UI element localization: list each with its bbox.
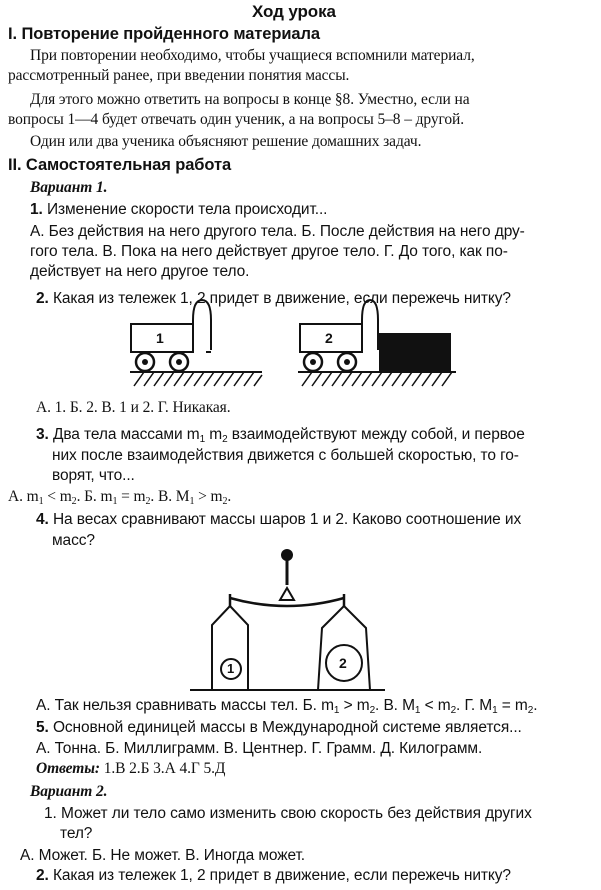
v1-q2-answers: А. 1. Б. 2. В. 1 и 2. Г. Никакая. [36, 399, 231, 416]
cart-2-label: 2 [325, 330, 333, 346]
section-2-heading: II. Самостоятельная работа [8, 156, 232, 174]
v1-q2-text: Какая из тележек 1, 2 придет в движение, если пережечь нитку? [52, 290, 511, 307]
v1-q4-number: 4. [36, 511, 49, 528]
scale-knob [281, 549, 293, 561]
section-1-p2-line1: Для этого можно ответить на вопросы в конце §8. Уместно, если на [30, 91, 470, 108]
v1-q1-answer-line1: А. Без действия на него другого тела. Б. После действия на него дру- [30, 223, 525, 240]
variant-1-label: Вариант 1. [30, 179, 108, 196]
v1-q3-text-b: m [205, 426, 223, 443]
v1-q3-text-a: Два тела массами m [52, 426, 200, 443]
v1-answers-value: 1.В 2.Б 3.А 4.Г 5.Д [103, 760, 226, 777]
ball-1-label: 1 [227, 661, 235, 676]
v1-q5-number: 5. [36, 719, 49, 736]
v2-q2 [36, 866, 511, 886]
cart-1-label: 1 [156, 330, 164, 346]
v1-answers-label: Ответы: [36, 760, 100, 777]
v1-q4-line2: масс? [52, 532, 95, 549]
v1-q4-text: На весах сравнивают массы шаров 1 и 2. Каково соотношение их [52, 511, 522, 528]
v1-q3-sub2: 2 [222, 434, 228, 445]
v1-q1-text: Изменение скорости тела происходит... [46, 201, 328, 218]
v2-q1-line1 [44, 804, 532, 824]
v2-q1-text: Может ли тело само изменить свою скорость без действия других [60, 805, 532, 822]
v1-q5 [36, 718, 522, 738]
v2-q1-number: 1. [44, 805, 57, 822]
v2-q2-number: 2. [36, 867, 49, 884]
v1-q1-answer-line2: гого тела. В. Пока на него действует другое тело. Г. До того, как по- [30, 243, 508, 260]
section-1-p1-line2: рассмотренный ранее, при введении понятия массы. [8, 67, 350, 84]
section-1-p1-line1: При повторении необходимо, чтобы учащиеся вспомнили материал, [30, 47, 475, 64]
v1-q3-sub1: 1 [199, 434, 206, 445]
v1-q5-answers: А. Тонна. Б. Миллиграмм. В. Центнер. Г. Грамм. Д. Килограмм. [36, 740, 483, 757]
v1-q4-answers: А. Так нельзя сравнивать массы тел. Б. $m_1 > m_2$. В. $M_1 < m_2$. Г. $M_1 = m_2$. [36, 697, 538, 716]
v1-q1-answer-line3: действует на него другое тело. [30, 263, 250, 280]
v1-q2-number: 2. [36, 290, 49, 307]
scale-pivot [280, 588, 294, 600]
variant-2-label: Вариант 2. [30, 783, 108, 800]
v1-answers [36, 759, 225, 779]
v1-q5-text: Основной единицей массы в Международной системе является... [52, 719, 522, 736]
v1-q3-line3: ворят, что... [52, 467, 135, 484]
v2-q1-answers: А. Может. Б. Не может. В. Иногда может. [20, 847, 305, 864]
v1-q3-answers: А. $m_1 < m_2$. Б. $m_1 = m_2$. В. $M_1 > m_2$. [8, 488, 232, 507]
v1-q3-line2: них после взаимодействия движется с большей скоростью, то го- [52, 447, 519, 464]
section-1-p3: Один или два ученика объясняют решение домашних задач. [30, 133, 422, 150]
v1-q3-number: 3. [36, 426, 49, 443]
page-title: Ход урока [252, 2, 336, 21]
ball-2-label: 2 [339, 655, 347, 671]
section-1-heading: I. Повторение пройденного материала [8, 25, 320, 43]
section-1-p2-line2: вопросы 1—4 будет отвечать один ученик, а на вопросы 5–8 – другой. [8, 111, 464, 128]
v1-q1-number: 1. [30, 201, 43, 218]
v1-q3-text-c: взаимодействуют между собой, и первое [227, 426, 525, 443]
v2-q2-text: Какая из тележек 1, 2 придет в движение, если пережечь нитку? [52, 867, 511, 884]
v2-q1-line2: тел? [60, 825, 93, 842]
